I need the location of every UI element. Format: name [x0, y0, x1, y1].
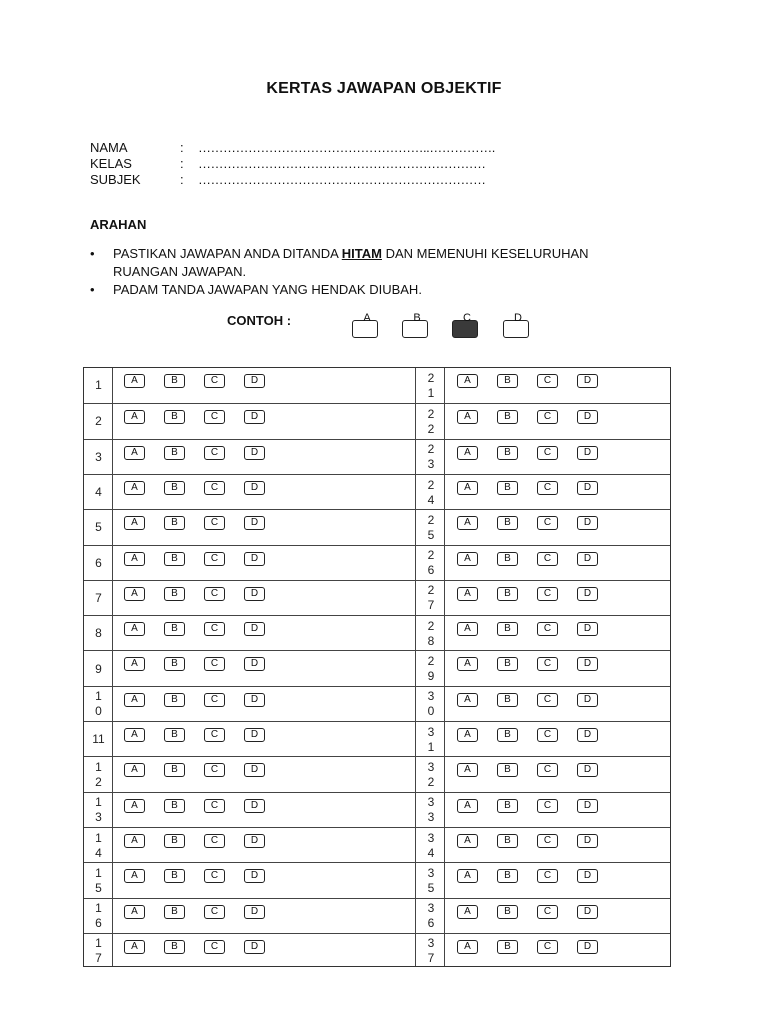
answer-bubble-32-a[interactable]: A — [457, 763, 478, 777]
answer-sheet — [83, 367, 671, 967]
answer-bubble-7-d[interactable]: D — [244, 587, 265, 601]
question-number: 3 5 — [427, 865, 435, 895]
answer-row — [84, 545, 670, 581]
info-row-nama — [90, 140, 510, 156]
answer-options — [124, 728, 284, 742]
answer-bubble-15-a[interactable]: A — [124, 869, 145, 883]
question-number: 1 — [95, 378, 102, 393]
answer-row — [84, 615, 670, 651]
answer-bubble-16-d[interactable]: D — [244, 905, 265, 919]
question-number: 3 6 — [427, 901, 435, 931]
answer-bubble-28-d[interactable]: D — [577, 622, 598, 636]
answer-bubble-33-c[interactable]: C — [537, 799, 558, 813]
answer-bubble-24-a[interactable]: A — [457, 481, 478, 495]
answer-bubble-10-a[interactable]: A — [124, 693, 145, 707]
answer-bubble-17-a[interactable]: A — [124, 940, 145, 954]
answer-options — [124, 905, 284, 919]
instruction-item — [90, 245, 650, 281]
answer-bubble-24-c[interactable]: C — [537, 481, 558, 495]
question-number: 3 7 — [427, 936, 435, 966]
answer-bubble-32-d[interactable]: D — [577, 763, 598, 777]
answer-bubble-11-d[interactable]: D — [244, 728, 265, 742]
answer-bubble-1-d[interactable]: D — [244, 374, 265, 388]
answer-options — [457, 940, 617, 954]
answer-bubble-25-a[interactable]: A — [457, 516, 478, 530]
answer-bubble-5-a[interactable]: A — [124, 516, 145, 530]
question-number: 11 — [92, 732, 105, 747]
question-number: 6 — [95, 555, 102, 570]
answer-bubble-28-b[interactable]: B — [497, 622, 518, 636]
info-row-subjek — [90, 172, 510, 188]
answer-bubble-27-a[interactable]: A — [457, 587, 478, 601]
answer-row — [84, 756, 670, 792]
question-number: 1 6 — [95, 901, 102, 931]
answer-options — [124, 374, 284, 388]
answer-bubble-7-a[interactable]: A — [124, 587, 145, 601]
answer-bubble-5-d[interactable]: D — [244, 516, 265, 530]
answer-row — [84, 650, 670, 686]
answer-bubble-23-b[interactable]: B — [497, 446, 518, 460]
answer-row — [84, 368, 670, 403]
nama-field[interactable]: ………………………………………………..……………. — [198, 140, 495, 155]
question-number: 8 — [95, 626, 102, 641]
answer-bubble-24-b[interactable]: B — [497, 481, 518, 495]
answer-bubble-10-c[interactable]: C — [204, 693, 225, 707]
answer-bubble-29-a[interactable]: A — [457, 657, 478, 671]
kelas-field[interactable]: …………………………………………………………… — [198, 156, 486, 171]
answer-bubble-28-c[interactable]: C — [537, 622, 558, 636]
answer-bubble-33-d[interactable]: D — [577, 799, 598, 813]
answer-bubble-17-b[interactable]: B — [164, 940, 185, 954]
question-number: 9 — [95, 661, 102, 676]
answer-options — [457, 587, 617, 601]
question-number: 2 6 — [427, 548, 435, 578]
question-number: 2 5 — [427, 512, 435, 542]
question-number: 3 0 — [427, 689, 435, 719]
answer-bubble-15-c[interactable]: C — [204, 869, 225, 883]
answer-row — [84, 721, 670, 757]
contoh-label: CONTOH : — [227, 313, 292, 328]
answer-bubble-12-a[interactable]: A — [124, 763, 145, 777]
bullet-icon: • — [90, 282, 95, 297]
answer-bubble-35-d[interactable]: D — [577, 869, 598, 883]
answer-bubble-2-a[interactable]: A — [124, 410, 145, 424]
answer-bubble-4-a[interactable]: A — [124, 481, 145, 495]
answer-options — [457, 763, 617, 777]
answer-bubble-37-c[interactable]: C — [537, 940, 558, 954]
answer-bubble-21-d[interactable]: D — [577, 374, 598, 388]
answer-bubble-21-c[interactable]: C — [537, 374, 558, 388]
answer-bubble-13-b[interactable]: B — [164, 799, 185, 813]
answer-bubble-16-b[interactable]: B — [164, 905, 185, 919]
answer-bubble-4-c[interactable]: C — [204, 481, 225, 495]
answer-options — [124, 622, 284, 636]
answer-options — [124, 657, 284, 671]
answer-bubble-22-a[interactable]: A — [457, 410, 478, 424]
answer-bubble-29-b[interactable]: B — [497, 657, 518, 671]
answer-options — [124, 587, 284, 601]
answer-bubble-16-a[interactable]: A — [124, 905, 145, 919]
answer-bubble-10-d[interactable]: D — [244, 693, 265, 707]
answer-bubble-8-b[interactable]: B — [164, 622, 185, 636]
answer-row — [84, 439, 670, 475]
answer-bubble-2-b[interactable]: B — [164, 410, 185, 424]
question-number: 2 3 — [427, 442, 435, 472]
answer-bubble-3-d[interactable]: D — [244, 446, 265, 460]
answer-bubble-22-c[interactable]: C — [537, 410, 558, 424]
question-number: 2 4 — [427, 477, 435, 507]
answer-bubble-13-d[interactable]: D — [244, 799, 265, 813]
answer-bubble-25-d[interactable]: D — [577, 516, 598, 530]
answer-row — [84, 403, 670, 439]
question-number: 1 3 — [95, 795, 102, 825]
answer-options — [457, 622, 617, 636]
answer-bubble-32-c[interactable]: C — [537, 763, 558, 777]
answer-options — [124, 693, 284, 707]
answer-bubble-37-b[interactable]: B — [497, 940, 518, 954]
question-number: 3 4 — [427, 830, 435, 860]
answer-bubble-30-c[interactable]: C — [537, 693, 558, 707]
answer-options — [457, 799, 617, 813]
question-number: 3 1 — [427, 724, 435, 754]
answer-bubble-14-d[interactable]: D — [244, 834, 265, 848]
answer-options — [124, 481, 284, 495]
answer-bubble-13-a[interactable]: A — [124, 799, 145, 813]
answer-bubble-30-d[interactable]: D — [577, 693, 598, 707]
answer-bubble-25-b[interactable]: B — [497, 516, 518, 530]
answer-bubble-27-c[interactable]: C — [537, 587, 558, 601]
answer-options — [457, 905, 617, 919]
answer-bubble-14-a[interactable]: A — [124, 834, 145, 848]
example-bubble-label: A — [363, 312, 371, 324]
question-number: 1 5 — [95, 865, 102, 895]
answer-bubble-5-b[interactable]: B — [164, 516, 185, 530]
answer-bubble-10-b[interactable]: B — [164, 693, 185, 707]
answer-bubble-33-a[interactable]: A — [457, 799, 478, 813]
question-number: 2 8 — [427, 618, 435, 648]
answer-bubble-8-a[interactable]: A — [124, 622, 145, 636]
answer-bubble-31-a[interactable]: A — [457, 728, 478, 742]
answer-options — [457, 374, 617, 388]
answer-bubble-26-d[interactable]: D — [577, 552, 598, 566]
answer-options — [457, 869, 617, 883]
answer-bubble-17-c[interactable]: C — [204, 940, 225, 954]
answer-row — [84, 474, 670, 510]
answer-bubble-12-b[interactable]: B — [164, 763, 185, 777]
answer-bubble-31-c[interactable]: C — [537, 728, 558, 742]
answer-row — [84, 827, 670, 863]
subjek-field[interactable]: …………………………………………………………… — [198, 172, 486, 187]
example-bubble-label: B — [413, 312, 421, 324]
answer-bubble-34-a[interactable]: A — [457, 834, 478, 848]
answer-bubble-35-a[interactable]: A — [457, 869, 478, 883]
answer-bubble-9-b[interactable]: B — [164, 657, 185, 671]
question-number: 1 2 — [95, 759, 102, 789]
answer-bubble-33-b[interactable]: B — [497, 799, 518, 813]
answer-bubble-3-c[interactable]: C — [204, 446, 225, 460]
answer-options — [457, 693, 617, 707]
question-number: 2 9 — [427, 654, 435, 684]
answer-options — [124, 940, 284, 954]
answer-bubble-15-d[interactable]: D — [244, 869, 265, 883]
answer-bubble-31-b[interactable]: B — [497, 728, 518, 742]
bullet-icon: • — [90, 246, 95, 261]
answer-bubble-2-d[interactable]: D — [244, 410, 265, 424]
info-label: SUBJEK — [90, 172, 141, 187]
question-number: 2 7 — [427, 583, 435, 613]
answer-bubble-11-c[interactable]: C — [204, 728, 225, 742]
answer-bubble-14-c[interactable]: C — [204, 834, 225, 848]
answer-bubble-6-d[interactable]: D — [244, 552, 265, 566]
answer-options — [124, 552, 284, 566]
answer-options — [124, 446, 284, 460]
answer-bubble-3-a[interactable]: A — [124, 446, 145, 460]
question-number: 2 1 — [427, 370, 435, 400]
question-number: 3 3 — [427, 795, 435, 825]
answer-bubble-15-b[interactable]: B — [164, 869, 185, 883]
answer-options — [124, 763, 284, 777]
instruction-item — [90, 281, 650, 299]
answer-bubble-5-c[interactable]: C — [204, 516, 225, 530]
answer-options — [124, 869, 284, 883]
answer-bubble-26-b[interactable]: B — [497, 552, 518, 566]
answer-bubble-34-d[interactable]: D — [577, 834, 598, 848]
instructions-list — [90, 245, 650, 299]
answer-options — [457, 481, 617, 495]
question-number: 5 — [95, 520, 102, 535]
question-number: 3 — [95, 449, 102, 464]
instruction-text: DAN MEMENUHI KESELURUHAN RUANGAN JAWAPAN. — [113, 246, 589, 279]
answer-bubble-21-b[interactable]: B — [497, 374, 518, 388]
answer-bubble-36-a[interactable]: A — [457, 905, 478, 919]
answer-bubble-8-c[interactable]: C — [204, 622, 225, 636]
answer-options — [457, 834, 617, 848]
example-bubble-label: D — [514, 312, 522, 324]
answer-bubble-9-a[interactable]: A — [124, 657, 145, 671]
answer-row — [84, 933, 670, 969]
answer-bubble-16-c[interactable]: C — [204, 905, 225, 919]
answer-bubble-32-b[interactable]: B — [497, 763, 518, 777]
info-colon: : — [180, 172, 184, 187]
answer-options — [457, 410, 617, 424]
answer-options — [457, 657, 617, 671]
info-row-kelas — [90, 156, 510, 172]
answer-bubble-7-b[interactable]: B — [164, 587, 185, 601]
answer-options — [124, 516, 284, 530]
answer-bubble-27-b[interactable]: B — [497, 587, 518, 601]
answer-bubble-11-a[interactable]: A — [124, 728, 145, 742]
answer-options — [457, 516, 617, 530]
answer-bubble-4-d[interactable]: D — [244, 481, 265, 495]
answer-bubble-23-d[interactable]: D — [577, 446, 598, 460]
answer-options — [457, 728, 617, 742]
answer-bubble-21-a[interactable]: A — [457, 374, 478, 388]
instruction-text: PASTIKAN JAWAPAN ANDA DITANDA — [113, 246, 342, 261]
page-title: KERTAS JAWAPAN OBJEKTIF — [266, 80, 502, 97]
answer-bubble-31-d[interactable]: D — [577, 728, 598, 742]
answer-options — [124, 410, 284, 424]
answer-bubble-23-a[interactable]: A — [457, 446, 478, 460]
answer-bubble-22-d[interactable]: D — [577, 410, 598, 424]
example-bubble-label: C — [463, 312, 471, 324]
answer-bubble-9-d[interactable]: D — [244, 657, 265, 671]
answer-bubble-27-d[interactable]: D — [577, 587, 598, 601]
answer-bubble-1-a[interactable]: A — [124, 374, 145, 388]
answer-row — [84, 580, 670, 616]
question-number: 4 — [95, 485, 102, 500]
question-number: 2 — [95, 414, 102, 429]
answer-options — [457, 552, 617, 566]
answer-bubble-14-b[interactable]: B — [164, 834, 185, 848]
arahan-heading: ARAHAN — [90, 217, 147, 232]
answer-bubble-17-d[interactable]: D — [244, 940, 265, 954]
question-number: 3 2 — [427, 759, 435, 789]
question-number: 7 — [95, 590, 102, 605]
answer-options — [124, 834, 284, 848]
answer-bubble-34-b[interactable]: B — [497, 834, 518, 848]
answer-bubble-37-d[interactable]: D — [577, 940, 598, 954]
answer-bubble-36-c[interactable]: C — [537, 905, 558, 919]
answer-bubble-13-c[interactable]: C — [204, 799, 225, 813]
answer-bubble-34-c[interactable]: C — [537, 834, 558, 848]
answer-row — [84, 862, 670, 898]
answer-row — [84, 686, 670, 722]
answer-bubble-4-b[interactable]: B — [164, 481, 185, 495]
answer-bubble-2-c[interactable]: C — [204, 410, 225, 424]
answer-row — [84, 509, 670, 545]
answer-bubble-36-b[interactable]: B — [497, 905, 518, 919]
answer-bubble-24-d[interactable]: D — [577, 481, 598, 495]
info-label: NAMA — [90, 140, 128, 155]
answer-bubble-30-a[interactable]: A — [457, 693, 478, 707]
answer-bubble-9-c[interactable]: C — [204, 657, 225, 671]
answer-bubble-22-b[interactable]: B — [497, 410, 518, 424]
answer-bubble-35-b[interactable]: B — [497, 869, 518, 883]
answer-bubble-30-b[interactable]: B — [497, 693, 518, 707]
info-label: KELAS — [90, 156, 132, 171]
answer-row — [84, 898, 670, 934]
question-number: 1 0 — [95, 689, 102, 719]
question-number: 2 2 — [427, 406, 435, 436]
info-colon: : — [180, 156, 184, 171]
answer-bubble-7-c[interactable]: C — [204, 587, 225, 601]
answer-bubble-29-c[interactable]: C — [537, 657, 558, 671]
answer-bubble-6-b[interactable]: B — [164, 552, 185, 566]
answer-bubble-26-a[interactable]: A — [457, 552, 478, 566]
answer-bubble-23-c[interactable]: C — [537, 446, 558, 460]
question-number: 1 4 — [95, 830, 102, 860]
answer-bubble-12-d[interactable]: D — [244, 763, 265, 777]
answer-bubble-26-c[interactable]: C — [537, 552, 558, 566]
answer-row — [84, 792, 670, 828]
answer-bubble-11-b[interactable]: B — [164, 728, 185, 742]
question-number: 1 7 — [95, 936, 102, 966]
answer-bubble-3-b[interactable]: B — [164, 446, 185, 460]
instruction-text: PADAM TANDA JAWAPAN YANG HENDAK DIUBAH. — [113, 282, 422, 297]
instruction-emphasis: HITAM — [341, 246, 382, 261]
answer-bubble-1-b[interactable]: B — [164, 374, 185, 388]
info-colon: : — [180, 140, 184, 155]
answer-bubble-1-c[interactable]: C — [204, 374, 225, 388]
answer-options — [457, 446, 617, 460]
answer-bubble-35-c[interactable]: C — [537, 869, 558, 883]
answer-bubble-37-a[interactable]: A — [457, 940, 478, 954]
answer-bubble-25-c[interactable]: C — [537, 516, 558, 530]
answer-bubble-6-a[interactable]: A — [124, 552, 145, 566]
answer-options — [124, 799, 284, 813]
answer-bubble-8-d[interactable]: D — [244, 622, 265, 636]
answer-bubble-12-c[interactable]: C — [204, 763, 225, 777]
answer-bubble-36-d[interactable]: D — [577, 905, 598, 919]
answer-bubble-28-a[interactable]: A — [457, 622, 478, 636]
answer-bubble-6-c[interactable]: C — [204, 552, 225, 566]
student-info — [90, 140, 510, 188]
answer-bubble-29-d[interactable]: D — [577, 657, 598, 671]
